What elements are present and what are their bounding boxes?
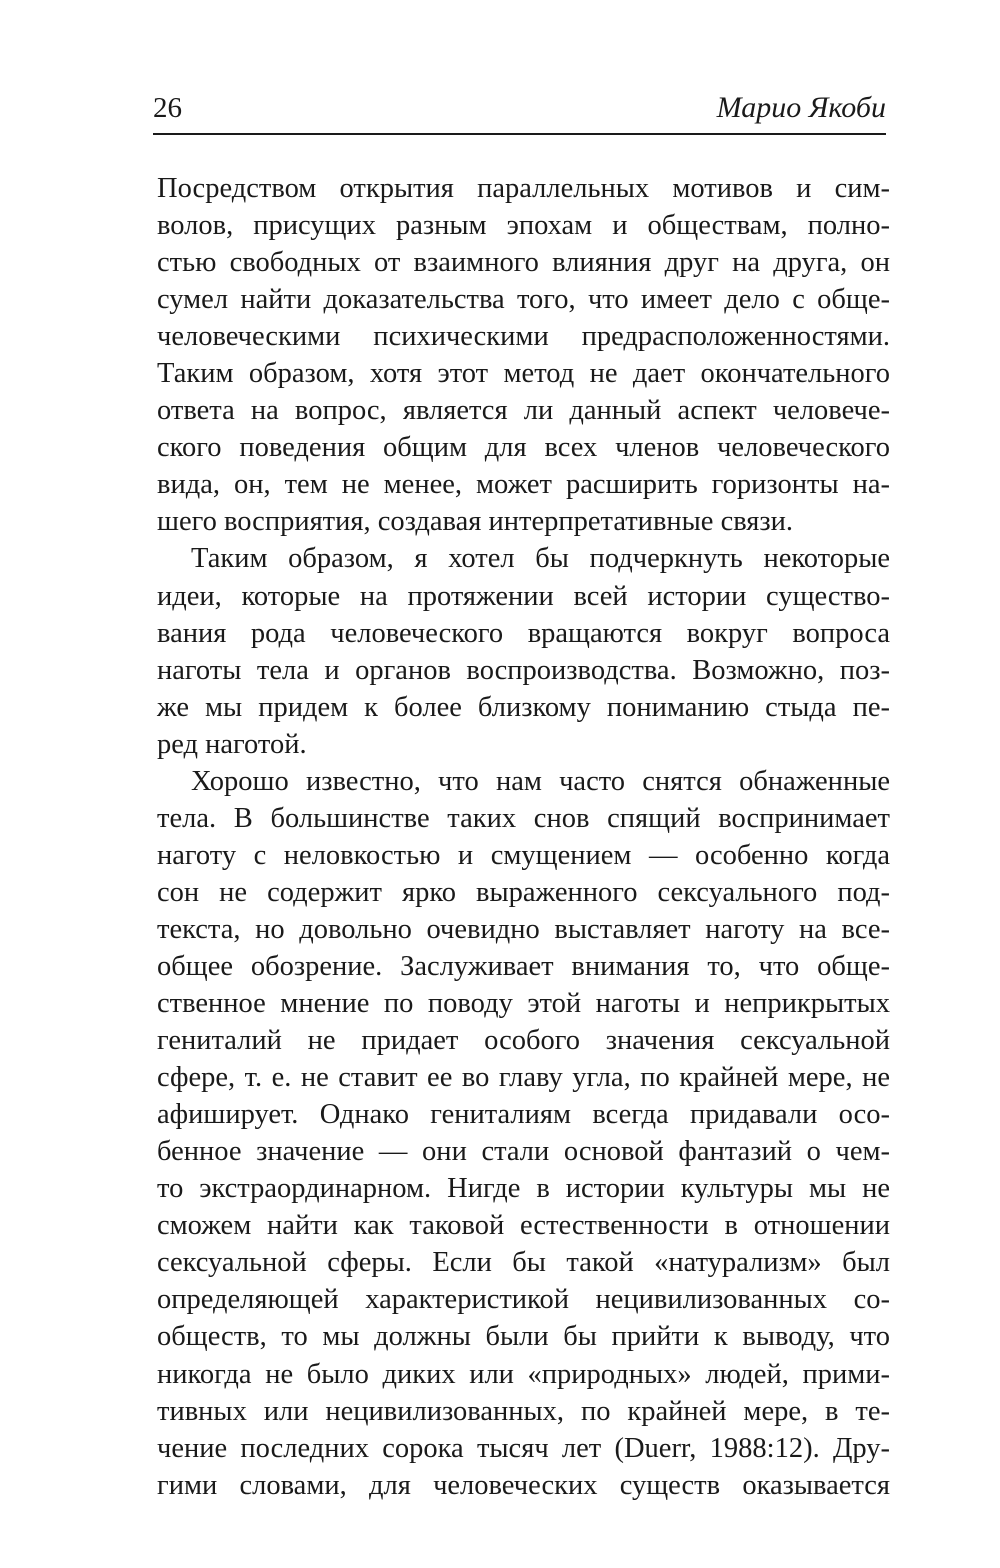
text-line: текста, но довольно очевидно выставляет наготу на все- <box>157 913 890 945</box>
text-line: идеи, которые на протяжении всей истории существо- <box>157 580 890 612</box>
text-line: бенное значение — они стали основой фантазий о чем- <box>157 1136 890 1168</box>
text-line: наготы тела и органов воспроизводства. Возможно, поз- <box>157 654 890 686</box>
text-line: Таким образом, я хотел бы подчеркнуть некоторые <box>191 543 890 575</box>
text-line: ответа на вопрос, является ли данный аспект человече- <box>157 395 890 427</box>
text-line: ственное мнение по поводу этой наготы и неприкрытых <box>157 988 890 1020</box>
text-line: человеческими психическими предрасположенностями. <box>157 321 890 353</box>
body-text <box>157 170 890 1504</box>
text-line: тела. В большинстве таких снов спящий воспринимает <box>157 802 890 834</box>
text-line: гими словами, для человеческих существ оказывается <box>157 1469 890 1501</box>
header-rule <box>153 133 886 135</box>
text-line: сумел найти доказательства того, что имеет дело с обще- <box>157 284 890 316</box>
text-line: стью свободных от взаимного влияния друг на друга, он <box>157 247 890 279</box>
text-line: Посредством открытия параллельных мотивов и сим- <box>157 173 890 204</box>
text-line: вида, он, тем не менее, может расширить горизонты на- <box>157 469 890 501</box>
text-line: наготу с неловкостью и смущением — особенно когда <box>157 839 890 871</box>
text-line: определяющей характеристикой нецивилизованных со- <box>157 1284 890 1316</box>
text-line: общее обозрение. Заслуживает внимания то, что обще- <box>157 950 890 982</box>
running-title: Марио Якоби <box>716 91 886 124</box>
text-line: никогда не было диких или «природных» людей, прими- <box>157 1358 890 1390</box>
text-line: же мы придем к более близкому пониманию стыда пе- <box>157 691 890 723</box>
page-header <box>153 88 886 128</box>
page-number: 26 <box>153 92 182 124</box>
text-line: Таким образом, хотя этот метод не дает окончательного <box>157 358 890 390</box>
text-line: сможем найти как таковой естественности в отношении <box>157 1210 890 1242</box>
text-line: обществ, то мы должны были бы прийти к выводу, что <box>157 1321 890 1353</box>
text-line: гениталий не придает особого значения сексуальной <box>157 1025 890 1057</box>
text-line: тивных или нецивилизованных, по крайней мере, в те- <box>157 1395 890 1427</box>
text-line: ред наготой. <box>157 728 307 760</box>
text-line: то экстраординарном. Нигде в истории культуры мы не <box>157 1173 890 1205</box>
text-line: сфере, т. е. не ставит ее во главу угла, по крайней мере, не <box>157 1062 890 1094</box>
text-line: чение последних сорока тысяч лет (Duerr, 1988:12). Дру- <box>157 1432 890 1464</box>
text-line: ского поведения общим для всех членов человеческого <box>157 432 890 464</box>
text-line: шего восприятия, создавая интерпретативные связи. <box>157 506 794 538</box>
text-line: волов, присущих разным эпохам и обществам, полно- <box>157 210 890 242</box>
text-line: вания рода человеческого вращаются вокруг вопроса <box>157 617 890 649</box>
text-line: сон не содержит ярко выраженного сексуального под- <box>157 876 890 908</box>
text-line: Хорошо известно, что нам часто снятся обнаженные <box>191 765 890 797</box>
text-line: сексуальной сферы. Если бы такой «натурализм» был <box>157 1247 890 1279</box>
text-line: афиширует. Однако гениталиям всегда придавали осо- <box>157 1099 890 1131</box>
